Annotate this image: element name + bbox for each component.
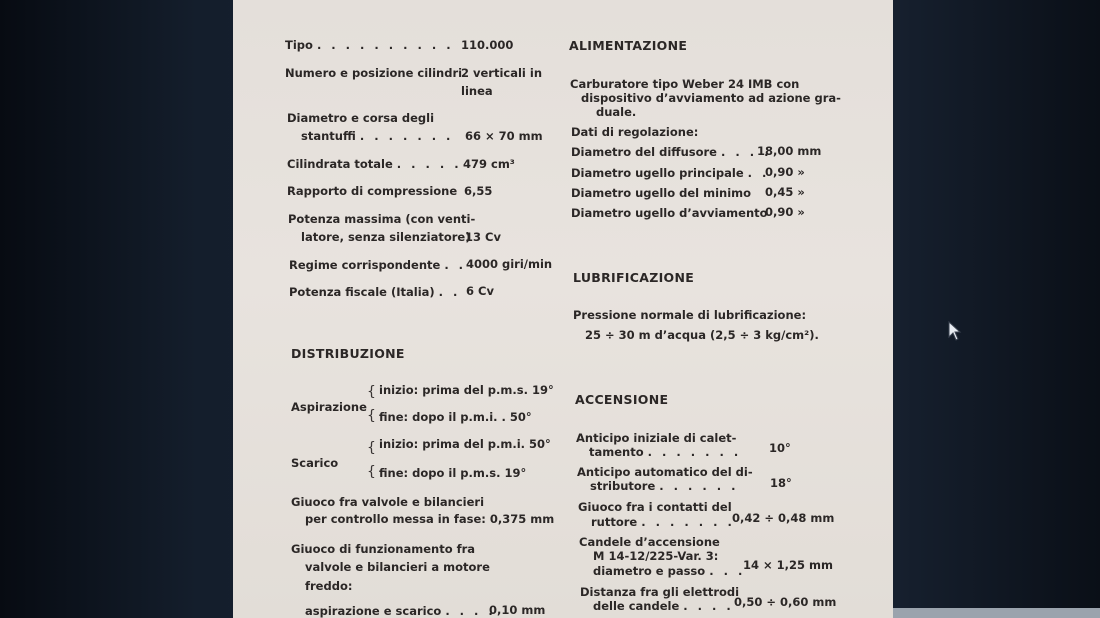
leader-dots: . . . . . . . <box>641 515 735 529</box>
leader-dots: . . . . . <box>396 157 462 171</box>
principale-label: Diametro ugello principale <box>571 166 744 180</box>
giuoco-funz-line2: valvole e bilancieri a motore <box>305 560 490 574</box>
aspirazione-scarico-label: aspirazione e scarico <box>305 604 442 618</box>
giuoco-ruttore-value: 0,42 ÷ 0,48 mm <box>732 511 835 525</box>
diffusore-label: Diametro del diffusore <box>571 145 717 159</box>
cilindri-label: Numero e posizione cilindri <box>285 66 463 80</box>
potenza-value: 13 Cv <box>465 230 501 244</box>
distribuzione-heading: DISTRIBUZIONE <box>291 346 405 361</box>
cilindrata-value: 479 cm³ <box>463 157 515 171</box>
anticipo-automatico-line1: Anticipo automatico del di- <box>577 465 753 479</box>
aspirazione-fine: fine: dopo il p.m.i. . 50° <box>379 410 532 424</box>
distanza-value: 0,50 ÷ 0,60 mm <box>734 595 837 609</box>
dati-regolazione: Dati di regolazione: <box>571 125 699 139</box>
spec-row-distanza <box>593 599 734 613</box>
leader-dots: . . . . <box>683 599 734 613</box>
leader-dots: . . . . . . . <box>359 129 454 143</box>
spec-row-giuoco-ruttore <box>591 515 735 529</box>
leader-dots: . . <box>438 285 461 299</box>
aspirazione-inizio: inizio: prima del p.m.s. 19° <box>379 383 554 397</box>
leader-dots: . . <box>747 166 770 180</box>
carburatore-line3: duale. <box>596 105 637 119</box>
anticipo-automatico-line2: stributore <box>590 479 656 493</box>
tipo-value: 110.000 <box>461 38 514 52</box>
leader-dots: . . . <box>709 564 746 578</box>
giuoco-ruttore-line2: ruttore <box>591 515 638 529</box>
avviamento-value: 0,90 » <box>765 205 805 219</box>
candele-value: 14 × 1,25 mm <box>743 558 833 572</box>
leader-dots: . . . . <box>445 604 496 618</box>
scarico-fine: fine: dopo il p.m.s. 19° <box>379 466 527 480</box>
avviamento-label: Diametro ugello d’avviamento <box>571 206 768 220</box>
minimo-label: Diametro ugello del minimo <box>571 186 752 200</box>
spec-row-aspirazione-scarico <box>305 604 496 618</box>
aspirazione-label: Aspirazione <box>291 400 367 414</box>
giuoco-fase-line2: per controllo messa in fase: 0,375 mm <box>305 512 555 526</box>
carburatore-line1: Carburatore tipo Weber 24 IMB con <box>570 77 800 91</box>
cilindrata-label: Cilindrata totale <box>287 157 393 171</box>
cilindri-value-line2: linea <box>461 84 493 98</box>
scarico-label: Scarico <box>291 456 339 470</box>
giuoco-funz-line1: Giuoco di funzionamento fra <box>291 542 476 556</box>
giuoco-fase-line1: Giuoco fra valvole e bilancieri <box>291 495 485 509</box>
rapporto-value: 6,55 <box>464 184 493 198</box>
tipo-label: Tipo <box>285 38 313 52</box>
rapporto-label: Rapporto di compressione <box>287 184 458 198</box>
anticipo-iniziale-value: 10° <box>769 441 791 455</box>
leader-dots: . . . . . . . . . . <box>316 38 454 52</box>
minimo-value: 0,45 » <box>765 185 805 199</box>
leader-dots: . . <box>444 258 467 272</box>
spec-row-cilindrata <box>287 157 462 171</box>
diametro-label-line2 <box>301 129 453 143</box>
giuoco-funz-line3: freddo: <box>305 579 353 593</box>
mouse-pointer-icon <box>948 321 962 341</box>
spec-row-diffusore <box>571 145 772 159</box>
giuoco-ruttore-line1: Giuoco fra i contatti del <box>578 500 732 514</box>
pressione-line2: 25 ÷ 30 m d’acqua (2,5 ÷ 3 kg/cm²). <box>585 328 819 342</box>
brace-glyph: { <box>367 440 376 456</box>
distanza-line1: Distanza fra gli elettrodi <box>580 585 740 599</box>
lubrificazione-heading: LUBRIFICAZIONE <box>573 270 695 285</box>
screen-edge-strip <box>880 608 1100 618</box>
spec-row-principale <box>571 166 769 180</box>
distanza-line2: delle candele <box>593 599 680 613</box>
scarico-inizio: inizio: prima del p.m.i. 50° <box>379 437 551 451</box>
anticipo-iniziale-line2: tamento <box>589 445 644 459</box>
anticipo-iniziale-line1: Anticipo iniziale di calet- <box>576 431 737 445</box>
document-page <box>233 0 893 618</box>
potenza-label-line1: Potenza massima (con venti- <box>288 212 476 226</box>
potenza-label-line2: latore, senza silenziatore) <box>301 230 471 244</box>
spec-row-regime <box>289 258 466 272</box>
spec-row-anticipo-iniziale <box>589 445 741 459</box>
candele-line2: M 14-12/225-Var. 3: <box>593 549 719 563</box>
diffusore-value: 18,00 mm <box>757 144 822 158</box>
spec-row-fiscale <box>289 285 460 299</box>
spec-row-anticipo-automatico <box>590 479 739 493</box>
diametro-label-line1: Diametro e corsa degli <box>287 111 435 125</box>
aspirazione-scarico-value: 0,10 mm <box>489 603 546 617</box>
brace-glyph: { <box>367 464 376 480</box>
fiscale-value: 6 Cv <box>466 284 494 298</box>
carburatore-line2: dispositivo d’avviamento ad azione gra- <box>581 91 841 105</box>
regime-label: Regime corrispondente <box>289 258 441 272</box>
cilindri-value-line1: 2 verticali in <box>461 66 543 80</box>
brace-glyph: { <box>367 408 376 424</box>
leader-dots: . . . . . . . <box>647 445 742 459</box>
spec-row-candele <box>593 564 745 578</box>
diametro-value: 66 × 70 mm <box>465 129 543 143</box>
spec-row-tipo <box>285 38 454 52</box>
anticipo-automatico-value: 18° <box>770 476 792 490</box>
fiscale-label: Potenza fiscale (Italia) <box>289 285 435 299</box>
leader-dots: . . . . . . <box>659 479 739 493</box>
candele-line3: diametro e passo <box>593 564 706 578</box>
candele-line1: Candele d’accensione <box>579 535 720 549</box>
alimentazione-heading: ALIMENTAZIONE <box>569 38 688 53</box>
principale-value: 0,90 » <box>765 165 805 179</box>
leader-dots: . . . . <box>721 145 772 159</box>
pressione-line1: Pressione normale di lubrificazione: <box>573 308 807 322</box>
regime-value: 4000 giri/min <box>466 257 553 271</box>
accensione-heading: ACCENSIONE <box>575 392 669 407</box>
brace-glyph: { <box>367 384 376 400</box>
stantuffi-label: stantuffi <box>301 129 356 143</box>
